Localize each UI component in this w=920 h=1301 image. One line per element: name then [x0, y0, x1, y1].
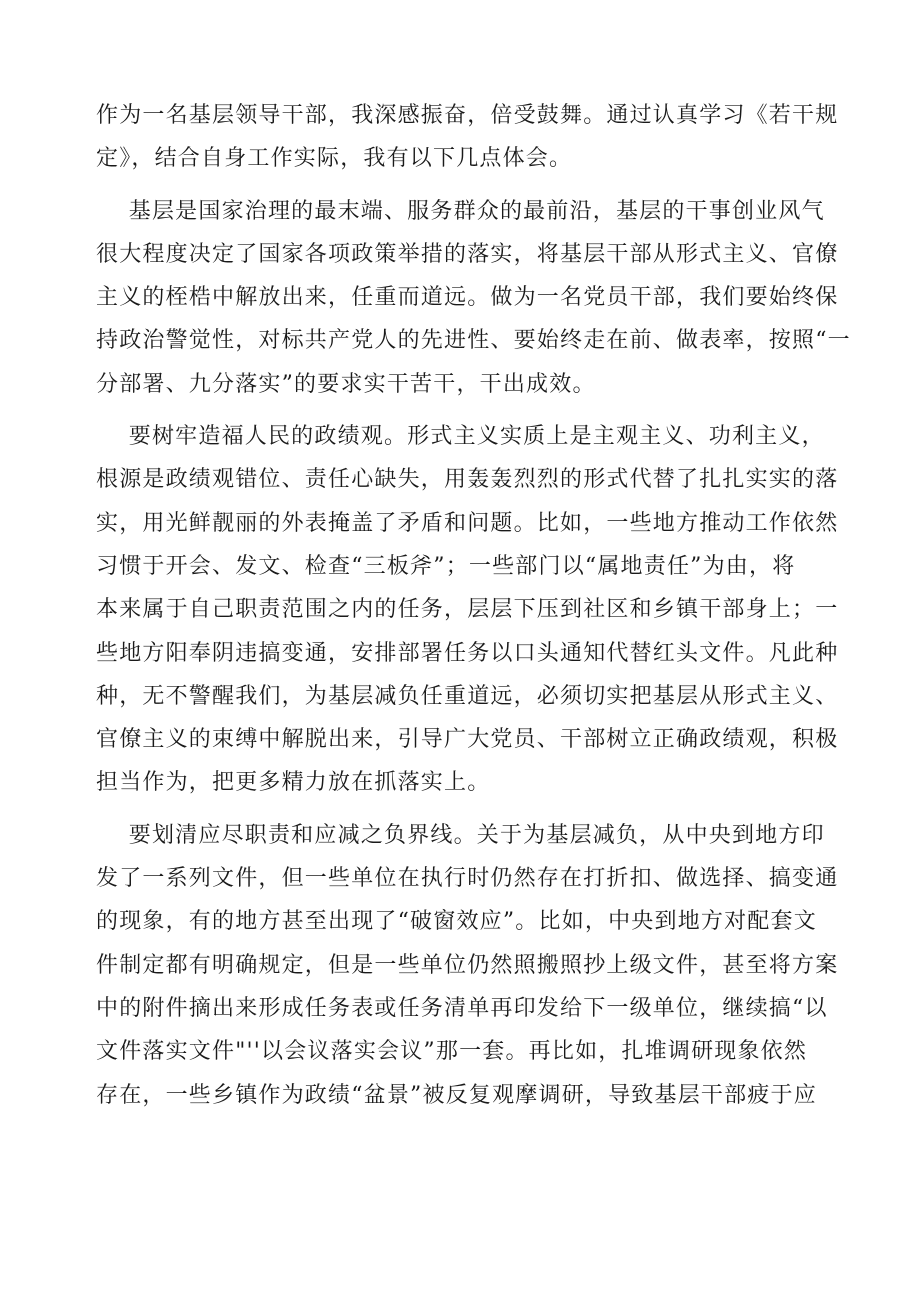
paragraph-3-line-7: 种，无不警醒我们，为基层减负任重道远，必须切实把基层从形式主义、 — [96, 683, 839, 709]
document-body — [96, 94, 851, 1117]
paragraph-3-line-3: 实，用光鲜靓丽的外表掩盖了矛盾和问题。比如，一些地方推动工作依然 — [96, 510, 839, 536]
paragraph-4-line-6: 文件落实文件"''以会议落实会议”那一套。再比如，扎堆调研现象依然 — [96, 1039, 808, 1065]
paragraph-3-line-2: 根源是政绩观错位、责任心缺失，用轰轰烈烈的形式代替了扎扎实实的落 — [96, 467, 839, 493]
paragraph-2-line-4: 持政治警觉性，对标共产党人的先进性、要始终走在前、做表率，按照“一 — [96, 328, 851, 354]
paragraph-3-line-5: 本来属于自己职责范围之内的任务，层层下压到社区和乡镇干部身上；一 — [96, 597, 839, 623]
paragraph-4-line-3: 的现象，有的地方甚至出现了“破窗效应”。比如，中央到地方对配套文 — [96, 909, 817, 935]
paragraph-2-line-5: 分部署、九分落实”的要求实干苦干，干出成效。 — [96, 371, 596, 397]
paragraph-4-line-1: 要划清应尽职责和应减之负界线。关于为基层减负，从中央到地方印 — [96, 822, 825, 848]
paragraph-2-line-2: 很大程度决定了国家各项政策举措的落实，将基层干部从形式主义、官僚 — [96, 241, 839, 267]
paragraph-4-line-7: 存在，一些乡镇作为政绩“盆景”被反复观摩调研，导致基层干部疲于应 — [96, 1082, 817, 1108]
paragraph-3-line-4: 习惯于开会、发文、检查“三板斧”；一些部门以“属地责任”为由，将 — [96, 553, 796, 579]
paragraph-4-line-4: 件制定都有明确规定，但是一些单位仍然照搬照抄上级文件，甚至将方案 — [96, 952, 839, 978]
paragraph-2-line-1: 基层是国家治理的最末端、服务群众的最前沿，基层的干事创业风气 — [96, 198, 825, 224]
paragraph-1-line-2: 定》，结合自身工作实际，我有以下几点体会。 — [96, 146, 573, 172]
paragraph-2-line-3: 主义的桎梏中解放出来，任重而道远。做为一名党员干部，我们要始终保 — [96, 285, 839, 311]
paragraph-3-line-8: 官僚主义的束缚中解脱出来，引导广大党员、干部树立正确政绩观，积极 — [96, 727, 839, 753]
paragraph-3-line-6: 些地方阳奉阴违搞变通，安排部署任务以口头通知代替红头文件。凡此种 — [96, 640, 839, 666]
paragraph-4-line-5: 中的附件摘出来形成任务表或任务清单再印发给下一级单位，继续搞“以 — [96, 995, 828, 1021]
paragraph-3-line-1: 要树牢造福人民的政绩观。形式主义实质上是主观主义、功利主义， — [96, 424, 825, 450]
paragraph-1-line-1: 作为一名基层领导干部，我深感振奋，倍受鼓舞。通过认真学习《若干规 — [96, 103, 839, 128]
paragraph-4-line-2: 发了一系列文件，但一些单位在执行时仍然存在打折扣、做选择、搞变通 — [96, 866, 839, 892]
paragraph-3-line-9: 担当作为，把更多精力放在抓落实上。 — [96, 770, 491, 796]
